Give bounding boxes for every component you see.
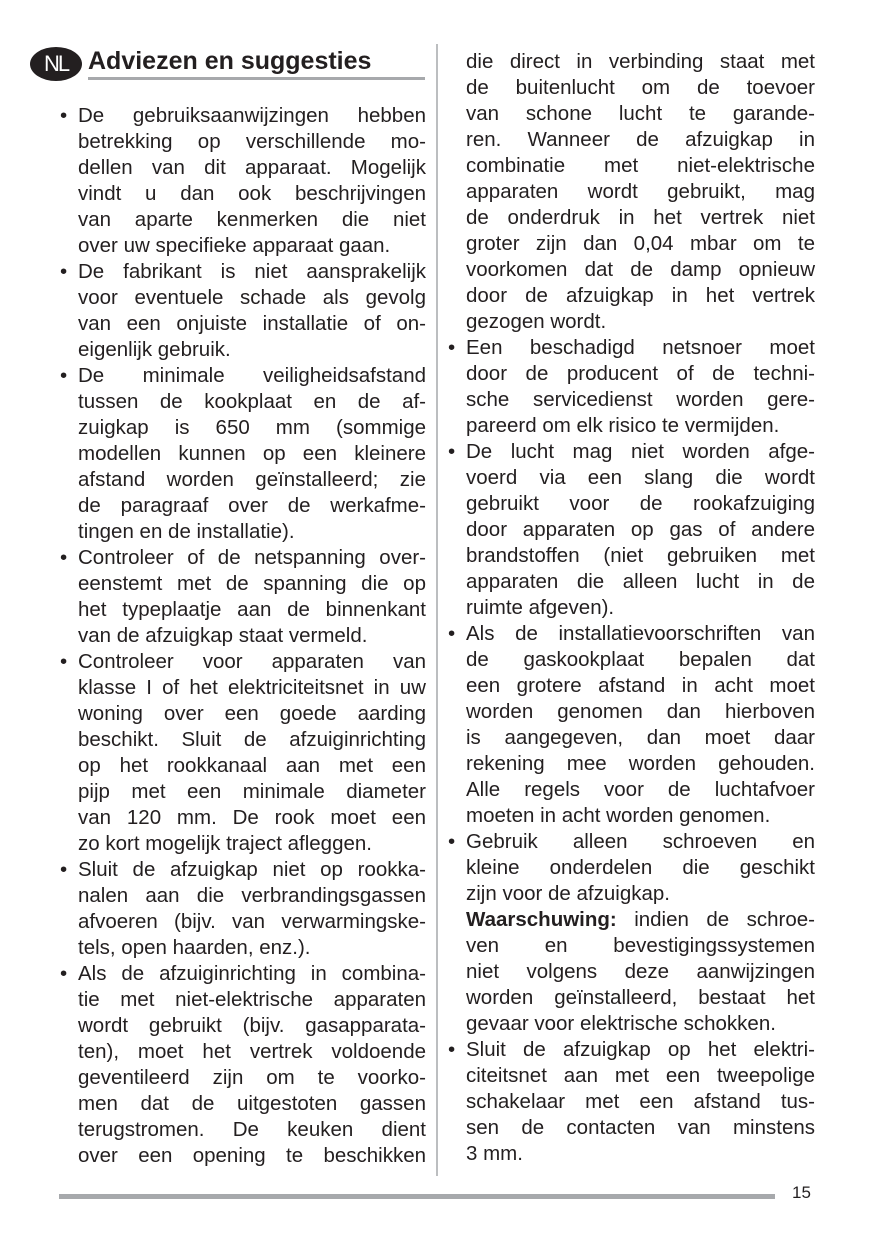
text-line: gezogen wordt. [466, 310, 607, 333]
text-line: gevaar voor elektrische schokken. [466, 1012, 776, 1035]
section-title: Adviezen en suggesties [88, 47, 372, 75]
text-line-row [448, 803, 815, 829]
bullet-icon: • [448, 440, 456, 463]
text-line: door de afzuigkap in het vertrek [466, 284, 815, 307]
text-line-row [60, 467, 426, 493]
text-line: tie met niet-elektrische apparaten [78, 988, 426, 1011]
bullet-icon: • [448, 622, 456, 645]
bullet-icon: • [448, 830, 456, 853]
column-divider [436, 44, 438, 1176]
text-line: sche servicedienst worden gere- [466, 388, 815, 411]
text-line-row [60, 129, 426, 155]
text-line: combinatie met niet-elektrische [466, 154, 815, 177]
text-line-row [60, 285, 426, 311]
bullet-icon: • [60, 104, 68, 127]
text-line: gebruikt voor de rookafzuiging [466, 492, 815, 515]
text-line: voor eventuele schade als gevolg [78, 286, 426, 309]
text-line: worden geïnstalleerd, bestaat het [466, 986, 815, 1009]
text-line: vindt u dan ook beschrijvingen [78, 182, 426, 205]
text-line: terugstromen. De keuken dient [78, 1118, 426, 1141]
text-line: Een beschadigd netsnoer moet [466, 336, 815, 359]
text-line-row [448, 595, 815, 621]
text-line: beschikt. Sluit de afzuiginrichting [78, 728, 426, 751]
text-line: zuigkap is 650 mm (sommige [78, 416, 426, 439]
text-line: De lucht mag niet worden afge- [466, 440, 815, 463]
text-line-row [60, 1065, 426, 1091]
text-line: moeten in acht worden genomen. [466, 804, 771, 827]
bullet-item [448, 621, 815, 829]
text-line-row [60, 597, 426, 623]
text-line: eenstemt met de spanning die op [78, 572, 426, 595]
text-line-row [448, 179, 815, 205]
text-line: De minimale veiligheidsafstand [78, 364, 426, 387]
text-line-row [448, 335, 815, 361]
bullet-icon: • [60, 962, 68, 985]
text-line: worden genomen dan hierboven [466, 700, 815, 723]
text-line: over een opening te beschikken [78, 1144, 426, 1167]
text-line-row [60, 1013, 426, 1039]
text-line: van de afzuigkap staat vermeld. [78, 624, 368, 647]
text-line-row [60, 155, 426, 181]
text-line: ren. Wanneer de afzuigkap in [466, 128, 815, 151]
text-line-row [60, 181, 426, 207]
text-line: kleine onderdelen die geschikt [466, 856, 815, 879]
text-line: Gebruik alleen schroeven en [466, 830, 815, 853]
text-line: Controleer of de netspanning over- [78, 546, 426, 569]
text-line-row [60, 233, 426, 259]
bullet-item [60, 857, 426, 961]
text-line: betrekking op verschillende mo- [78, 130, 426, 153]
text-line: citeitsnet aan met een tweepolige [466, 1064, 815, 1087]
right-column [448, 49, 815, 1167]
text-line-row [60, 753, 426, 779]
text-line-row [60, 831, 426, 857]
text-line: Als de afzuiginrichting in combina- [78, 962, 426, 985]
bullet-icon: • [60, 364, 68, 387]
text-line: nalen aan die verbrandingsgassen [78, 884, 426, 907]
text-line-row [60, 961, 426, 987]
text-line [466, 907, 815, 933]
bullet-item [60, 649, 426, 857]
text-line: voorkomen dat de damp opnieuw [466, 258, 815, 281]
text-line-row [448, 439, 815, 465]
text-line-row [60, 1091, 426, 1117]
text-line-row [448, 751, 815, 777]
text-line: Alle regels voor de luchtafvoer [466, 778, 815, 801]
bullet-icon: • [60, 260, 68, 283]
text-line: schakelaar met een afstand tus- [466, 1090, 815, 1113]
text-line-row [60, 337, 426, 363]
text-line-row [60, 103, 426, 129]
text-line: De fabrikant is niet aansprakelijk [78, 260, 426, 283]
text-line-row [60, 883, 426, 909]
text-line-row [60, 649, 426, 675]
text-line-row [60, 1143, 426, 1169]
text-line-row [60, 779, 426, 805]
text-line-row [60, 987, 426, 1013]
text-line-row [60, 441, 426, 467]
text-line-row [60, 701, 426, 727]
text-line-row [448, 1141, 815, 1167]
text-line-row [448, 309, 815, 335]
title-underline [88, 77, 425, 80]
text-line-row [448, 387, 815, 413]
text-line: 3 mm. [466, 1142, 523, 1165]
bullet-item [60, 545, 426, 649]
text-line: modellen kunnen op een kleinere [78, 442, 426, 465]
text-line-row [448, 1037, 815, 1063]
text-line: sen de contacten van minstens [466, 1116, 815, 1139]
text-line-row [60, 1039, 426, 1065]
text-line-row [60, 623, 426, 649]
text-line: van een onjuiste installatie of on- [78, 312, 426, 335]
text-line-row [60, 519, 426, 545]
text-line: klasse I of het elektriciteitsnet in uw [78, 676, 426, 699]
text-line: pareerd om elk risico te vermijden. [466, 414, 780, 437]
text-line: Sluit de afzuigkap op het elektri- [466, 1038, 815, 1061]
text-line-row [448, 647, 815, 673]
text-line: apparaten die alleen lucht in de [466, 570, 815, 593]
text-line: van 120 mm. De rook moet een [78, 806, 426, 829]
text-line: op het rookkanaal aan met een [78, 754, 426, 777]
text-line: wordt gebruikt (bijv. gasapparata- [78, 1014, 426, 1037]
text-line: apparaten wordt gebruikt, mag [466, 180, 815, 203]
text-line-row [448, 127, 815, 153]
text-line-row [448, 257, 815, 283]
text-line: niet volgens deze aanwijzingen [466, 960, 815, 983]
text-line-row [448, 101, 815, 127]
text-line-row [60, 675, 426, 701]
text-line-row [60, 363, 426, 389]
text-line: brandstoffen (niet gebruiken met [466, 544, 815, 567]
text-line: Controleer voor apparaten van [78, 650, 426, 673]
text-line: rekening mee worden gehouden. [466, 752, 815, 775]
text-line: afstand worden geïnstalleerd; zie [78, 468, 426, 491]
bullet-item [60, 259, 426, 363]
text-line-row [60, 727, 426, 753]
text-line-row [448, 621, 815, 647]
bullet-icon: • [60, 650, 68, 673]
text-line-row [60, 935, 426, 961]
text-line-row [448, 933, 815, 959]
text-line: voerd via een slang die wordt [466, 466, 815, 489]
warning-text: indien de schroe- [616, 908, 815, 931]
text-line-row [448, 75, 815, 101]
text-line-row [448, 1115, 815, 1141]
text-line-row [448, 725, 815, 751]
text-line: geventileerd zijn om te voorko- [78, 1066, 426, 1089]
text-line: woning over een goede aarding [78, 702, 426, 725]
text-line: zijn voor de afzuigkap. [466, 882, 670, 905]
text-line: groter zijn dan 0,04 mbar om te [466, 232, 815, 255]
text-line-row [448, 517, 815, 543]
text-line-row [448, 465, 815, 491]
text-line: door apparaten op gas of andere [466, 518, 815, 541]
text-line: een grotere afstand in acht moet [466, 674, 815, 697]
text-line-row [448, 1089, 815, 1115]
text-line: de paragraaf over de werkafme- [78, 494, 426, 517]
text-line-row [448, 881, 815, 907]
text-line-row [448, 49, 815, 75]
text-line-row [448, 959, 815, 985]
text-line-row [448, 907, 815, 933]
text-line: de gaskookplaat bepalen dat [466, 648, 815, 671]
text-line-row [448, 491, 815, 517]
text-line-row [448, 985, 815, 1011]
text-line: men dat de uitgestoten gassen [78, 1092, 426, 1115]
text-line: eigenlijk gebruik. [78, 338, 231, 361]
text-line: Sluit de afzuigkap niet op rookka- [78, 858, 426, 881]
text-line-row [448, 699, 815, 725]
text-line: van schone lucht te garande- [466, 102, 815, 125]
text-line: door de producent of de techni- [466, 362, 815, 385]
text-line-row [448, 855, 815, 881]
text-line: over uw specifieke apparaat gaan. [78, 234, 391, 257]
text-line: tingen en de installatie). [78, 520, 295, 543]
page-number: 15 [792, 1183, 811, 1202]
text-line: Als de installatievoorschriften van [466, 622, 815, 645]
language-badge: NL [30, 47, 82, 81]
text-line: het typeplaatje aan de binnenkant [78, 598, 426, 621]
bullet-item [448, 439, 815, 621]
text-line-row [60, 207, 426, 233]
text-line: de buitenlucht om de toevoer [466, 76, 815, 99]
text-line: de onderdruk in het vertrek niet [466, 206, 815, 229]
bullet-icon: • [60, 858, 68, 881]
text-line: tussen de kookplaat en de af- [78, 390, 426, 413]
text-line-row [448, 777, 815, 803]
paragraph [448, 49, 815, 335]
text-line: ven en bevestigingssystemen [466, 934, 815, 957]
text-line-row [448, 1063, 815, 1089]
bullet-item [60, 961, 426, 1169]
text-line: ruimte afgeven). [466, 596, 615, 619]
text-line-row [60, 311, 426, 337]
text-line: De gebruiksaanwijzingen hebben [78, 104, 426, 127]
text-line-row [448, 829, 815, 855]
bullet-icon: • [448, 1038, 456, 1061]
text-line-row [448, 153, 815, 179]
left-column [60, 103, 426, 1169]
text-line-row [60, 493, 426, 519]
text-line: afvoeren (bijv. van verwarmingske- [78, 910, 426, 933]
text-line: van aparte kenmerken die niet [78, 208, 426, 231]
footer-rule [59, 1194, 775, 1199]
text-line-row [60, 415, 426, 441]
text-line-row [448, 231, 815, 257]
text-line-row [448, 1011, 815, 1037]
text-line-row [448, 543, 815, 569]
text-line-row [60, 805, 426, 831]
bullet-item [60, 363, 426, 545]
text-line-row [60, 909, 426, 935]
text-line: pijp met een minimale diameter [78, 780, 426, 803]
paragraph [448, 907, 815, 1037]
text-line-row [448, 673, 815, 699]
bullet-item [448, 335, 815, 439]
bullet-item [448, 829, 815, 907]
text-line-row [60, 545, 426, 571]
bullet-item [60, 103, 426, 259]
text-line-row [60, 1117, 426, 1143]
bullet-icon: • [448, 336, 456, 359]
text-line-row [60, 857, 426, 883]
text-line: die direct in verbinding staat met [466, 50, 815, 73]
text-line-row [448, 361, 815, 387]
text-line: ten), moet het vertrek voldoende [78, 1040, 426, 1063]
text-line-row [448, 569, 815, 595]
text-line: dellen van dit apparaat. Mogelijk [78, 156, 426, 179]
text-line: is aangegeven, dan moet daar [466, 726, 815, 749]
warning-label: Waarschuwing: [466, 908, 617, 931]
bullet-item [448, 1037, 815, 1167]
text-line-row [448, 205, 815, 231]
bullet-icon: • [60, 546, 68, 569]
text-line-row [60, 259, 426, 285]
text-line-row [60, 571, 426, 597]
text-line: zo kort mogelijk traject afleggen. [78, 832, 372, 855]
text-line: tels, open haarden, enz.). [78, 936, 311, 959]
text-line-row [448, 283, 815, 309]
text-line-row [448, 413, 815, 439]
text-line-row [60, 389, 426, 415]
